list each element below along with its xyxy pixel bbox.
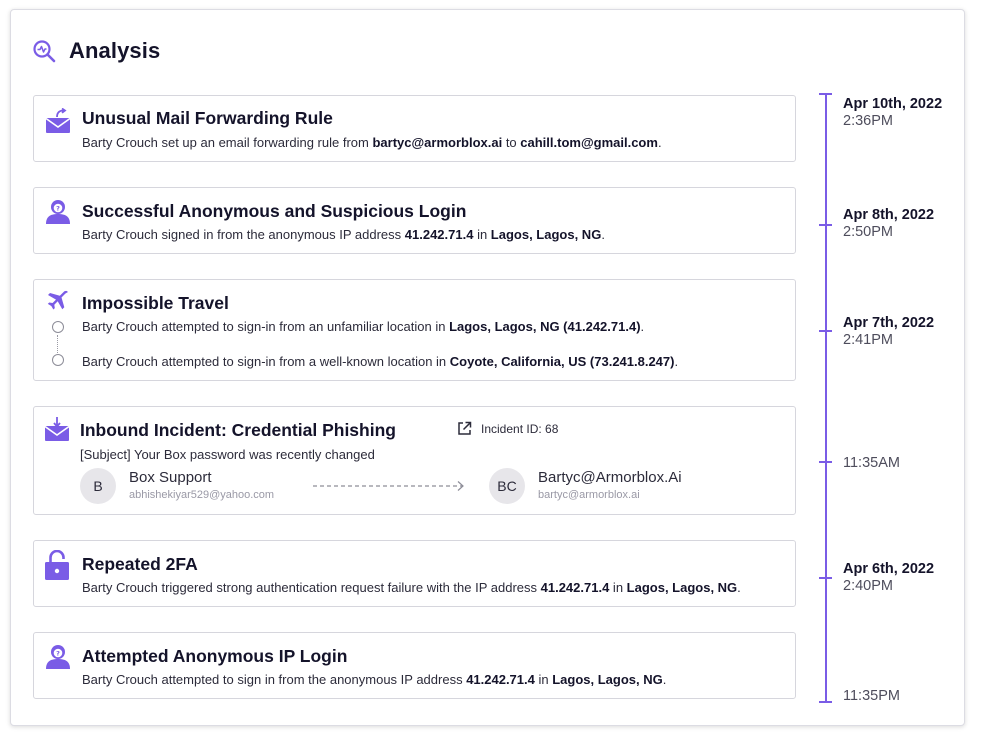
event-card-phishing-incident[interactable] (33, 406, 796, 515)
event-card-mail-forwarding[interactable] (33, 95, 796, 162)
incident-id-label: Incident ID: 68 (481, 421, 559, 436)
event-title: Unusual Mail Forwarding Rule (82, 108, 333, 128)
event-title: Successful Anonymous and Suspicious Login (82, 201, 467, 221)
timestamp-date: Apr 8th, 2022 (843, 207, 935, 223)
timestamp-date: Apr 6th, 2022 (843, 561, 935, 577)
timestamp-time: 11:35AM (843, 455, 900, 471)
airplane-icon (46, 289, 70, 313)
event-description: Barty Crouch set up an email forwarding rule from bartyc@armorblox.ai to cahill.tom@gmail.com. (82, 135, 662, 150)
route-connector (57, 335, 58, 353)
travel-line-unfamiliar: Barty Crouch attempted to sign-in from an unfamiliar location in Lagos, Lagos, NG (41.242.71.4). (82, 319, 645, 334)
analysis-header (32, 38, 160, 64)
event-card-impossible-travel[interactable] (33, 279, 796, 381)
sender-email: abhishekiyar529@yahoo.com (129, 489, 275, 501)
timestamp-time: 2:36PM (843, 113, 893, 129)
timestamp-date: Apr 10th, 2022 (843, 96, 943, 112)
event-title: Repeated 2FA (82, 554, 198, 574)
event-card-repeated-2fa[interactable] (33, 540, 796, 607)
timeline-tick (819, 461, 832, 463)
event-title: Impossible Travel (82, 293, 229, 313)
timeline-axis (825, 93, 827, 702)
sender-avatar: B (80, 468, 116, 504)
travel-line-familiar: Barty Crouch attempted to sign-in from a well-known location in Coyote, California, US (73.241.8.247). (82, 354, 679, 369)
location-marker (52, 321, 64, 333)
timestamp-time: 2:40PM (843, 578, 893, 594)
timestamp-date: Apr 7th, 2022 (843, 315, 935, 331)
event-description: Barty Crouch triggered strong authentication request failure with the IP address 41.242.71.4 in Lagos, Lagos, NG. (82, 580, 741, 595)
event-card-anonymous-login[interactable] (33, 187, 796, 254)
event-title: Attempted Anonymous IP Login (82, 646, 348, 666)
page-title: Analysis (69, 38, 161, 63)
recipient-email: bartyc@armorblox.ai (538, 489, 640, 501)
timestamp-apr6-late (843, 687, 900, 704)
location-marker (52, 354, 64, 366)
timeline-tick (819, 93, 832, 95)
timeline-tick (819, 224, 832, 226)
timestamp-apr7-late (843, 454, 900, 471)
incident-id-link[interactable] (457, 421, 558, 436)
timestamp-time: 2:41PM (843, 332, 893, 348)
timeline-tick (819, 577, 832, 579)
lock-icon (45, 550, 69, 580)
mail-forward-icon (45, 108, 71, 134)
timestamp-time: 2:50PM (843, 224, 893, 240)
timeline-tick (819, 701, 832, 703)
timestamp-time: 11:35PM (843, 688, 900, 704)
timeline-tick (819, 330, 832, 332)
recipient-name: Bartyc@Armorblox.Ai (538, 469, 682, 486)
timestamp-apr7 (843, 315, 934, 348)
magnifier-analysis-icon (32, 39, 56, 63)
anonymous-user-icon (45, 198, 71, 224)
event-card-anonymous-ip-login[interactable] (33, 632, 796, 699)
event-description: Barty Crouch attempted to sign in from the anonymous IP address 41.242.71.4 in Lagos, Lagos, NG. (82, 672, 667, 687)
svg-text:?: ? (56, 649, 60, 658)
anonymous-user-icon (45, 643, 71, 669)
mail-inbound-icon (45, 416, 69, 442)
recipient-avatar: BC (489, 468, 525, 504)
arrow-right-icon (313, 479, 468, 493)
event-title: Inbound Incident: Credential Phishing (80, 420, 396, 440)
email-subject: [Subject] Your Box password was recently changed (80, 447, 375, 462)
svg-text:?: ? (56, 204, 60, 213)
timestamp-apr6 (843, 561, 934, 594)
external-link-icon (457, 421, 472, 436)
timestamp-apr10 (843, 96, 942, 129)
sender-name: Box Support (129, 469, 212, 486)
event-description: Barty Crouch signed in from the anonymous IP address 41.242.71.4 in Lagos, Lagos, NG. (82, 227, 605, 242)
timestamp-apr8 (843, 207, 934, 240)
